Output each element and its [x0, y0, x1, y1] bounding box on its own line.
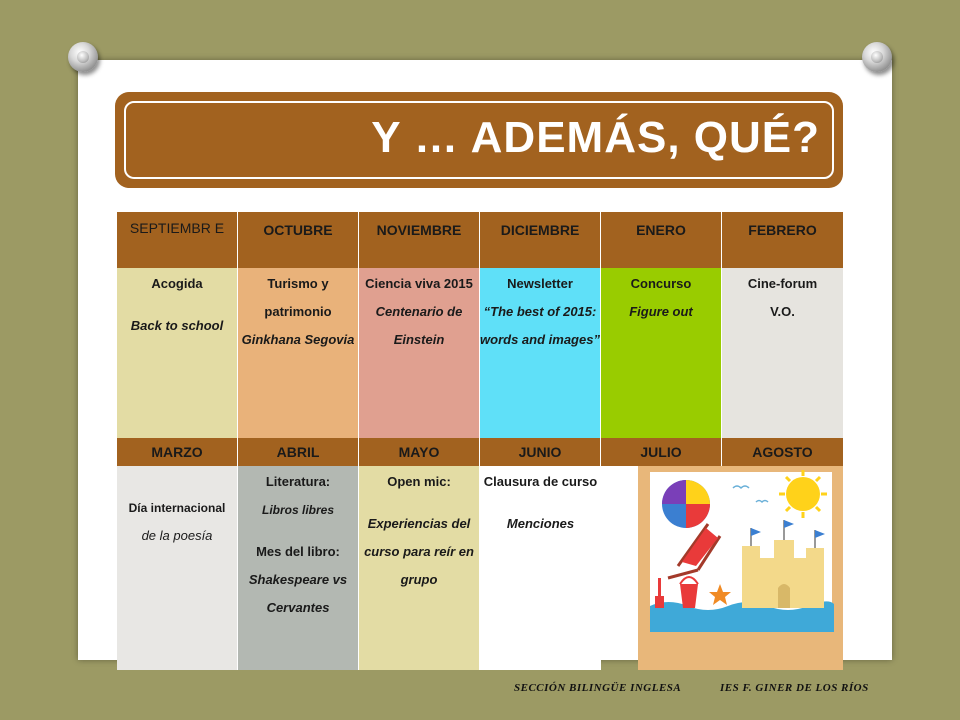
activity-detail: Back to school	[130, 318, 224, 333]
activity-cell-dic	[480, 268, 601, 438]
activity-title: Literatura:	[265, 474, 331, 489]
activity-detail: Ginkhana Segovia	[241, 332, 355, 347]
activity-title: Ciencia viva 2015	[365, 276, 473, 291]
activity-cell-ene	[601, 268, 722, 438]
month-header: DICIEMBRE	[480, 212, 601, 268]
activity-title: Open mic:	[387, 474, 451, 489]
activity-title: Día internacional	[128, 501, 226, 515]
month-header: JUNIO	[480, 438, 601, 466]
activity-title: Mes del libro:	[256, 544, 340, 559]
pushpin-icon	[862, 42, 892, 72]
activity-detail: de la poesía	[141, 528, 213, 543]
month-header: MAYO	[359, 438, 480, 466]
activity-cell-abr	[238, 466, 359, 670]
month-header: SEPTIEMBR E	[117, 212, 238, 268]
activity-title: Clausura de curso	[483, 474, 598, 489]
month-header: NOVIEMBRE	[359, 212, 480, 268]
activity-cell-mar	[117, 466, 238, 670]
footer-section-name: SECCIÓN BILINGÜE INGLESA	[514, 682, 682, 694]
activity-title: Turismo y patrimonio	[264, 276, 332, 319]
activity-row-1	[117, 268, 843, 438]
activity-detail: Centenario de Einstein	[375, 304, 463, 347]
page-title: Y … ADEMÁS, QUÉ?	[371, 113, 820, 162]
month-header: OCTUBRE	[238, 212, 359, 268]
activity-cell-oct	[238, 268, 359, 438]
activity-cell-nov	[359, 268, 480, 438]
activity-title: Newsletter	[507, 276, 573, 291]
activity-detail: Figure out	[629, 304, 693, 319]
activity-cell-may	[359, 466, 480, 670]
month-header: MARZO	[117, 438, 238, 466]
activity-detail: Experiencias del curso para reír en grupo	[364, 516, 474, 587]
month-header: ABRIL	[238, 438, 359, 466]
activity-title: Cine-forum	[747, 276, 818, 291]
activity-detail: “The best of 2015: words and images”	[480, 304, 600, 347]
month-header: AGOSTO	[752, 444, 813, 460]
activity-cell-jun	[480, 466, 601, 670]
activity-cell-sep	[117, 268, 238, 438]
activity-detail: Libros libres	[261, 503, 335, 517]
activity-title: Acogida	[151, 276, 203, 291]
activity-cell-feb	[722, 268, 843, 438]
beach-scene-illustration	[638, 466, 843, 670]
activity-detail: Shakespeare vs Cervantes	[248, 572, 348, 615]
month-header: ENERO	[601, 212, 722, 268]
pushpin-icon	[68, 42, 98, 72]
month-header-row-1	[117, 212, 843, 268]
activity-title: Concurso	[630, 276, 692, 291]
footer-school-name: IES F. GINER DE LOS RÍOS	[720, 682, 869, 694]
month-header: JULIO	[601, 438, 722, 466]
activity-detail: Menciones	[506, 516, 575, 531]
activity-detail: V.O.	[770, 304, 795, 319]
month-header-row-2	[117, 438, 843, 466]
month-header: FEBRERO	[748, 222, 817, 238]
